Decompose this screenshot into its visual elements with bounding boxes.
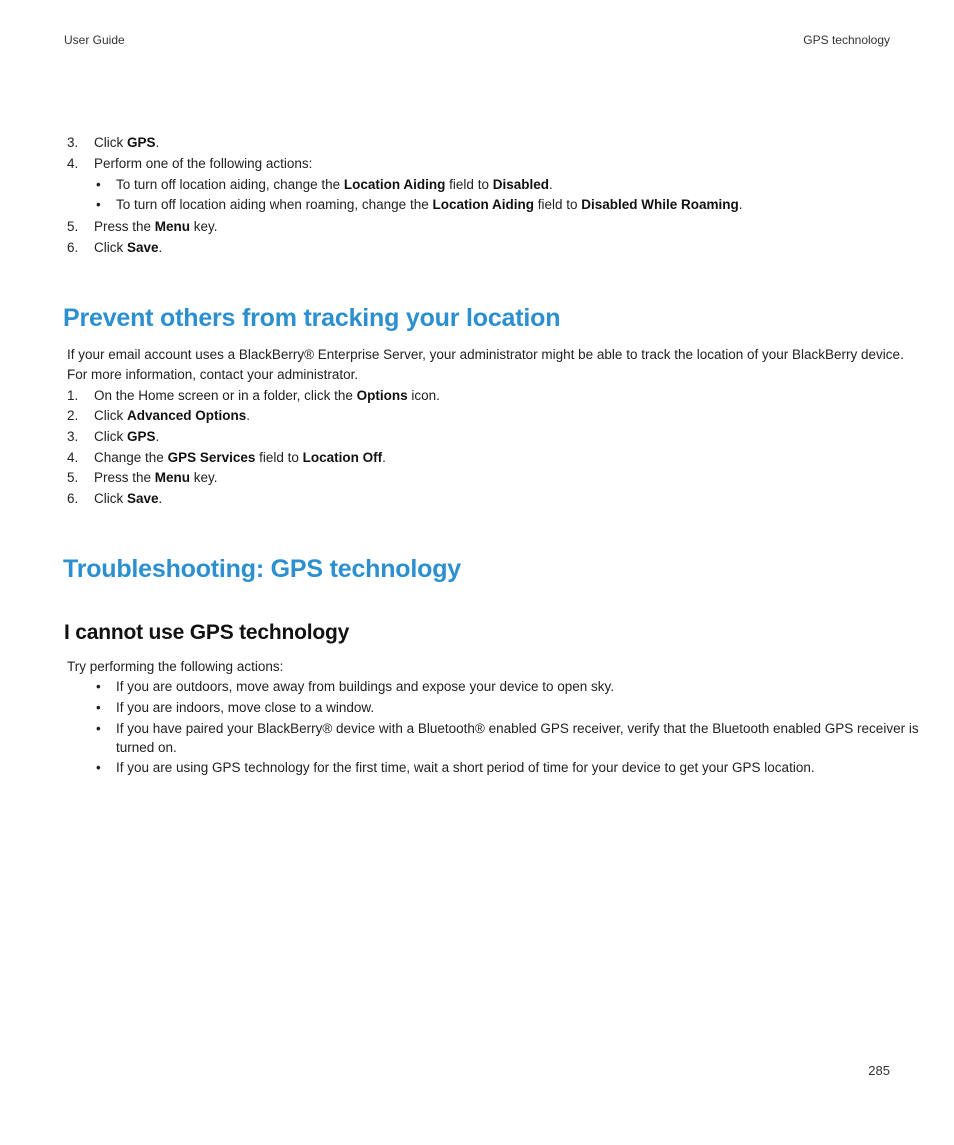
bullet-text: To turn off location aiding when roaming, change the Location Aiding field to Disabled While Roaming.	[116, 197, 743, 212]
ui-term: GPS	[127, 429, 156, 444]
ui-term: Save	[127, 491, 159, 506]
step-text: Perform one of the following actions:	[94, 156, 313, 171]
bullet-text: If you are using GPS technology for the first time, wait a short period of time for your device to get your GPS location.	[116, 760, 815, 775]
section-intro-line: If your email account uses a BlackBerry® Enterprise Server, your administrator might be able to track the location of your BlackBerry device.	[67, 347, 904, 362]
bullet-icon: •	[96, 679, 101, 694]
step-text: Change the GPS Services field to Location Off.	[94, 450, 386, 465]
ui-term: Advanced Options	[127, 408, 247, 423]
ui-term: Location Aiding	[343, 177, 446, 192]
step-number: 4.	[67, 450, 79, 465]
step-number: 2.	[67, 408, 79, 423]
step-number: 4.	[67, 156, 79, 171]
ui-term: GPS	[127, 135, 156, 150]
step-number: 6.	[67, 240, 79, 255]
page-number: 285	[868, 1063, 890, 1078]
bullet-text-continuation: turned on.	[116, 740, 177, 755]
subsection-heading: I cannot use GPS technology	[64, 621, 350, 644]
step-number: 3.	[67, 135, 79, 150]
bullet-icon: •	[96, 197, 101, 212]
ui-term: GPS Services	[167, 450, 256, 465]
step-number: 5.	[67, 470, 79, 485]
step-text: Click GPS.	[94, 135, 160, 150]
step-text: Press the Menu key.	[94, 470, 218, 485]
ui-term: Options	[356, 388, 408, 403]
section-heading-prevent-tracking: Prevent others from tracking your location	[63, 304, 561, 332]
step-text: Click Advanced Options.	[94, 408, 251, 423]
ui-term: Location Aiding	[432, 197, 534, 212]
ui-term: Menu	[154, 470, 191, 485]
bullet-icon: •	[96, 760, 101, 775]
step-text: Click GPS.	[94, 429, 160, 444]
section-heading-troubleshooting: Troubleshooting: GPS technology	[63, 555, 461, 583]
ui-term: Disabled	[492, 177, 549, 192]
bullet-text: If you have paired your BlackBerry® device with a Bluetooth® enabled GPS receiver, verify that the Bluetooth enabled GPS receiver is	[116, 721, 919, 736]
ui-term: Save	[127, 240, 159, 255]
section-intro-line: For more information, contact your administrator.	[67, 367, 359, 382]
step-text: On the Home screen or in a folder, click the Options icon.	[94, 388, 440, 403]
bullet-text: If you are outdoors, move away from buildings and expose your device to open sky.	[116, 679, 615, 694]
bullet-icon: •	[96, 177, 101, 192]
ui-term: Disabled While Roaming	[581, 197, 739, 212]
ui-term: Location Off	[302, 450, 383, 465]
step-number: 3.	[67, 429, 79, 444]
running-header-left: User Guide	[64, 33, 125, 47]
step-number: 6.	[67, 491, 79, 506]
bullet-text: To turn off location aiding, change the Location Aiding field to Disabled.	[116, 177, 553, 192]
step-number: 5.	[67, 219, 79, 234]
bullet-icon: •	[96, 721, 101, 736]
ui-term: Menu	[154, 219, 191, 234]
step-number: 1.	[67, 388, 79, 403]
bullet-icon: •	[96, 700, 101, 715]
subsection-intro: Try performing the following actions:	[67, 659, 284, 674]
step-text: Press the Menu key.	[94, 219, 218, 234]
step-text: Click Save.	[94, 240, 163, 255]
bullet-text: If you are indoors, move close to a window.	[116, 700, 375, 715]
running-header-right: GPS technology	[803, 33, 890, 47]
step-text: Click Save.	[94, 491, 163, 506]
